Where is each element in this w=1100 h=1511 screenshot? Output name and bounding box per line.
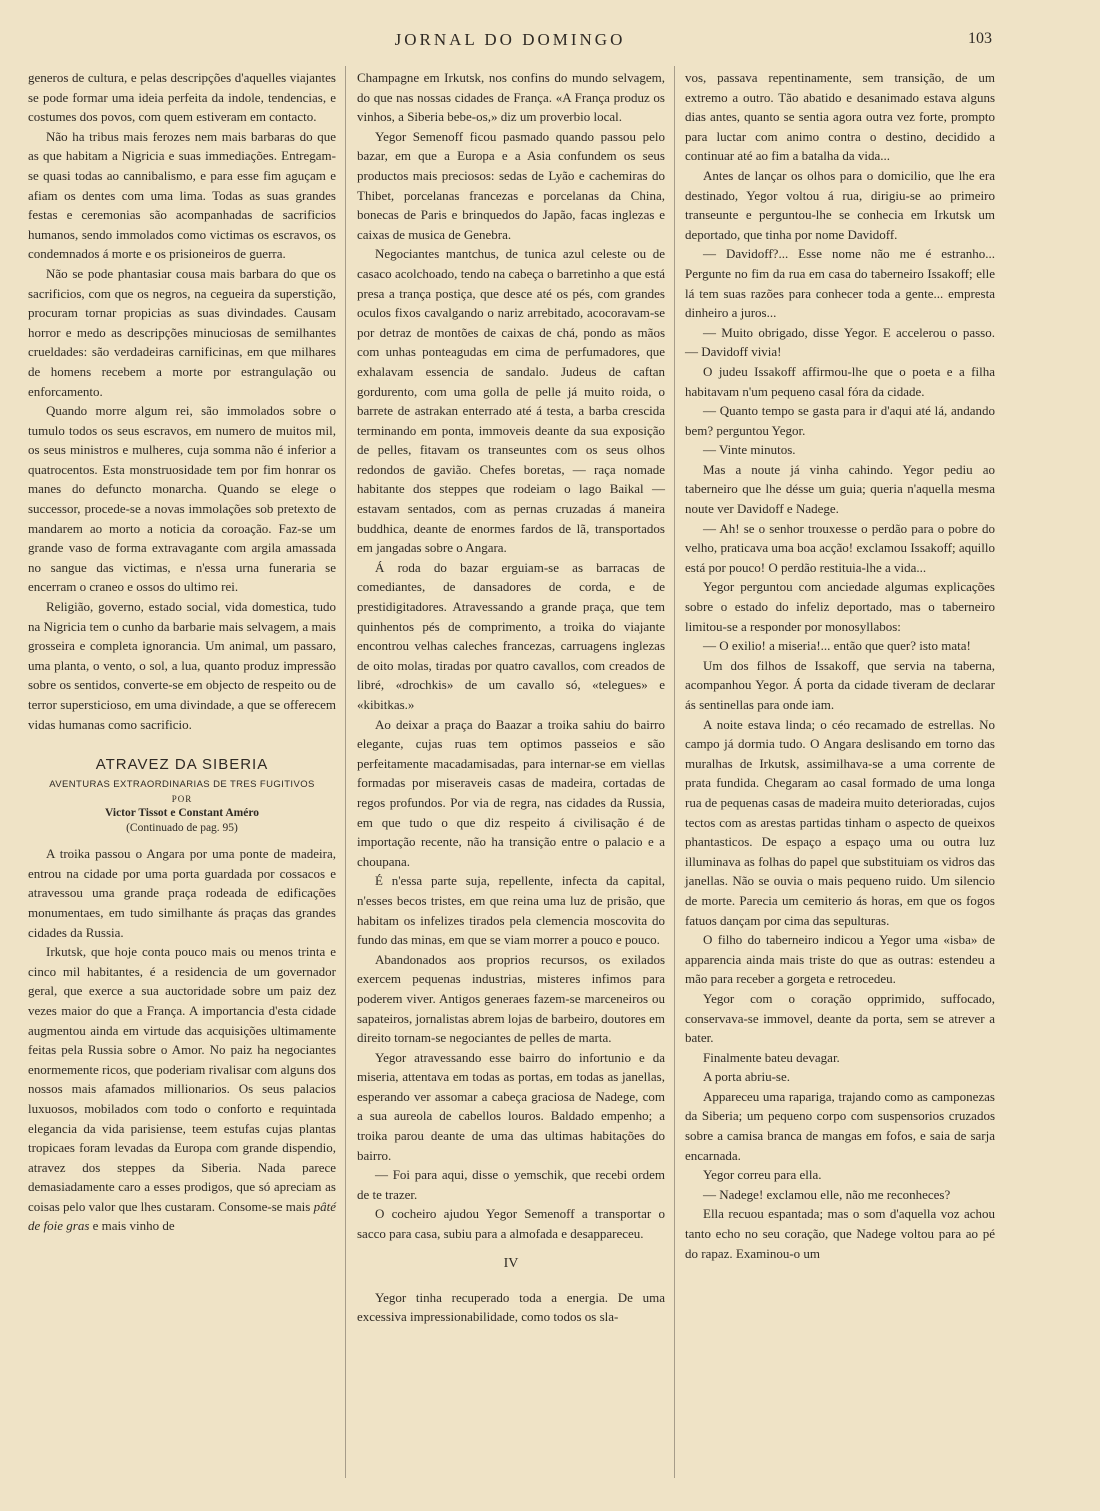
paragraph: — Davidoff?... Esse nome não me é estranho... Pergunte no fim da rua em casa do taberneiro Issakoff; elle lá tem suas razões para conhecer toda a gente... empresta dinheiro a juros... xyxy=(685,246,995,321)
paragraph: Ella recuou espantada; mas o som d'aquella voz achou tanto echo no seu coração, que Nadege voltou para ao pé do rapaz. Examinou-o um xyxy=(685,1206,995,1261)
italic-phrase: pâté de foie gras xyxy=(28,1198,337,1234)
paragraph: Abandonados aos proprios recursos, os exilados exercem pequenas industrias, misteres infimos para poderem viver. Antigos generaes fazem-se marceneiros ou sapateiros, jornalistas abrem lojas de barbeiro, doutores em direito tornam-se negociantes de pelles de marta. xyxy=(357,951,665,1046)
paragraph-text: Irkutsk, que hoje conta pouco mais ou menos trinta e cinco mil habitantes, é a residencia de um governador geral, que exerce a sua auctoridade sobre um paiz dez vezes maior do que a França. A importancia d'esta cidade augmentou ainda em virtude das acquisições ultimamente feitas pela Russia sobre o Amor. No paiz ha negociantes enormemente ricos, que poderiam rivalisar com alguns dos nossos mais afamados millionarios. Os seus palacios luxuosos, mobilados com todo o conforto e requintada elegancia da vida parisiense, teem estufas cujas plantas tropicaes foram levadas da Europa com grande dispendio, atravez dos steppes da Siberia. Nada parece demasiadamente caro a esses prodigos, que só apreciam as coisas pelo valor que lhes custaram. Consome-se mais xyxy=(28,944,336,1214)
column-rule-right xyxy=(674,66,675,1478)
paragraph: Finalmente bateu devagar. xyxy=(703,1049,840,1065)
paragraph: — Quanto tempo se gasta para ir d'aqui até lá, andando bem? perguntou Yegor. xyxy=(685,403,995,438)
paragraph: Yegor correu para ella. xyxy=(703,1167,822,1183)
paragraph: A troika passou o Angara por uma ponte de madeira, entrou na cidade por uma porta guardada por cossacos e atravessou uma grande praça rodeada de edificações monumentaes, em tudo similhante ás praças das grandes cidades da Russia. xyxy=(28,846,336,940)
column-3 xyxy=(685,68,995,1263)
paragraph: Appareceu uma rapariga, trajando como as camponezas da Siberia; um pequeno corpo com suspensorios cruzados sobre a camisa branca de mangas em fofos, e saia de sarja encarnada. xyxy=(685,1088,995,1163)
column-1 xyxy=(28,68,336,1236)
paragraph: Religião, governo, estado social, vida domestica, tudo na Nigricia tem o cunho da barbarie mais selvagem, a mais grosseira e completa ignorancia. Um animal, um passaro, uma planta, o vento, o sol, a lua, quanto produz impressão sobre os sentidos, converte-se em objecto de respeito ou de terror supersticioso, em uma divindade, a que se offerecem vidas humanas como sacrificio. xyxy=(28,599,336,732)
article-byline-por: POR xyxy=(171,794,193,805)
paragraph: É n'essa parte suja, repellente, infecta da capital, n'esses becos tristes, em que reina uma luz de prisão, que habitam os infelizes tirados pela clemencia moscovita do fundo das minas, em que se viam morrer a pouco e pouco. xyxy=(357,873,665,948)
paragraph: Ao deixar a praça do Baazar a troika sahiu do bairro elegante, cujas ruas tem optimos passeios e são perfeitamente macadamisadas, para internar-se em viellas formadas por miseraveis casas de madeira, cortadas de regos profundos. Por via de regra, nas cidades da Russia, em que tudo o que diz respeito á civilisação é de importação recente, não ha transição entre o palacio e a choupana. xyxy=(357,716,665,869)
column-2 xyxy=(357,68,665,1327)
paragraph: O filho do taberneiro indicou a Yegor uma «isba» de apparencia ainda mais triste do que as outras: estendeu a mão para receber a gorgeta e retrocedeu. xyxy=(685,932,995,987)
paragraph: — Ah! se o senhor trouxesse o perdão para o pobre do velho, praticava uma boa acção! exclamou Issakoff; aquillo está por pouco! O perdão restituia-lhe a vida... xyxy=(685,520,995,575)
paragraph: Não se pode phantasiar cousa mais barbara do que os sacrificios, com que os negros, na cegueira da superstição, procuram tornar propicias as suas divindades. Causam horror e medo as descripções minuciosas de semilhantes crueldades: são verdadeiras carnificinas, em que milhares de homens recebem a morte por estrangulação ou enforcamento. xyxy=(28,265,336,399)
paragraph: Quando morre algum rei, são immolados sobre o tumulo todos os seus escravos, em numero de muitos mil, os seus ministros e mulheres, cuja somma não é inferior a quatrocentos. Esta monstruosidade tem por fim honrar os manes do defuncto monarcha. Quando se elege o successor, procede-se a novas immolações sob pretexto de mandarem ao morto a noticia da coroação. Faz-se um grande vaso de forma extravagante com argila amassada no sangue das victimas, e n'essa urna funeraria se encerram o craneo e ossos do ultimo rei. xyxy=(28,403,336,595)
paragraph: A noite estava linda; o céo recamado de estrellas. No campo já dormia tudo. O Angara deslisando em torno das muralhas de Irkutsk, assimilhava-se a uma corrente de prata fundida. Chegaram ao casal formado de uma longa rua de pequenas casas de madeira muito deterioradas, cujos tectos com as arestas partidas tinham o aspecto de queixos phantasticos. De espaço a espaço uma ou outra luz illuminava as folhas do papel que substituiam os vidros das janellas. Não se ouvia o mais pequeno ruido. Um silencio de morte. Parecia um cemiterio ás horas, em que os fogos fatuos dançam por cima das sepulturas. xyxy=(685,716,995,928)
paragraph: Yegor Semenoff ficou pasmado quando passou pelo bazar, em que a Europa e a Asia confundem os seus productos mais preciosos: sedas de Lyão e cachemiras do Thibet, porcelanas francezas e porcelanas da China, bonecas de Paris e brinquedos do Japão, facas inglezas e caixas de musica de Genebra. xyxy=(357,128,665,242)
paragraph: O cocheiro ajudou Yegor Semenoff a transportar o sacco para casa, subiu para a almofada e desappareceu. xyxy=(357,1206,665,1242)
paragraph xyxy=(28,942,336,1236)
paragraph: generos de cultura, e pelas descripções d'aquelles viajantes se pode formar uma ideia perfeita da indole, tendencias, e costumes dos povos, com quem estiveram em contacto. xyxy=(28,70,336,125)
paragraph: — Nadege! exclamou elle, não me reconheces? xyxy=(703,1186,951,1202)
paragraph: Negociantes mantchus, de tunica azul celeste ou de casaco acolchoado, tendo na cabeça o barretinho a que está presa a trança postiça, que desce até os pés, com grandes oculos fixos cavalgando o nariz arrebitado, acocoravam-se por detraz de montões de caixas de chá, pondo as mãos com unhas ponteagudas em cima de perfumadores, que exhalavam essencia de sandalo. Judeus de caftan gordurento, com uma golla de pelle já muito roida, o barrete de astrakan enterrado até á testa, a barba crescida terminando em ponta, immoveis deante da sua exposição de pelles, fitavam os transeuntes com os seus olhos redondos de gavião. Chefes boretas, — raça nomade habitante dos steppes que rodeiam o lago Baikal — estavam sentados, com as pernas cruzadas á maneira buddhica, deante de enormes fardos de lã, transportados em jangadas sobre o Angara. xyxy=(357,246,665,556)
article-authors: Victor Tissot e Constant Améro xyxy=(105,807,259,820)
journal-title: JORNAL DO DOMINGO xyxy=(394,30,626,49)
paragraph: Yegor com o coração opprimido, suffocado, conservava-se immovel, deante da porta, sem se atrever a bater. xyxy=(685,990,995,1046)
paragraph: Yegor atravessando esse bairro do infortunio e da miseria, attentava em todas as portas, em todas as janellas, esperando ver assomar a cabeça graciosa de Nadege, com a sua aureola de cabellos louros. Baldado empenho; a troika parou deante de uma das ultimas habitações do bairro. xyxy=(357,1049,665,1163)
paragraph: Yegor perguntou com anciedade algumas explicações sobre o estado do infeliz deportado, mas o taberneiro limitou-se a responder por monosyllabos: xyxy=(685,579,995,634)
article-title: ATRAVEZ DA SIBERIA xyxy=(95,756,269,774)
paragraph: — Muito obrigado, disse Yegor. E accelerou o passo. — Davidoff vivia! xyxy=(685,324,995,360)
paragraph: vos, passava repentinamente, sem transição, de um extremo a outro. Tão abatido e desanimado estava alguns dias antes, quanto se sentia agora outra vez forte, prompto para luctar com animo contra o destino, decidido a continuar até ao fim a batalha da vida... xyxy=(685,70,995,164)
section-number: IV xyxy=(503,1255,519,1271)
paragraph: Mas a noute já vinha cahindo. Yegor pediu ao taberneiro que lhe désse um guia; queria n'aquella mesma noute ver Davidoff e Nadege. xyxy=(685,461,995,517)
paragraph: — Foi para aqui, disse o yemschik, que recebi ordem de te trazer. xyxy=(357,1167,665,1202)
column-rule-left xyxy=(345,66,346,1478)
article-continued-note: (Continuado de pag. 95) xyxy=(126,822,238,835)
paragraph-tail: e mais vinho de xyxy=(89,1218,175,1234)
paragraph: Um dos filhos de Issakoff, que servia na taberna, acompanhou Yegor. Á porta da cidade tiveram de declarar ás sentinellas para onde iam. xyxy=(685,657,995,712)
paragraph: Yegor tinha recuperado toda a energia. De uma excessiva impressionabilidade, como todos os sla- xyxy=(357,1289,665,1325)
paragraph: Antes de lançar os olhos para o domicilio, que lhe era destinado, Yegor voltou á rua, dirigiu-se ao primeiro transeunte e perguntou-lhe se conhecia em Irkutsk um deportado, que tinha por nome Davidoff. xyxy=(685,167,995,242)
paragraph: O judeu Issakoff affirmou-lhe que o poeta e a filha habitavam n'um pequeno casal fóra da cidade. xyxy=(685,363,995,399)
running-head xyxy=(0,30,1100,54)
paragraph: — O exilio! a miseria!... então que quer? isto mata! xyxy=(703,638,971,654)
paragraph: Não ha tribus mais ferozes nem mais barbaras do que as que habitam a Nigricia e suas immediações. Entregam-se quasi todas ao cannibalismo, e para esse fim aguçam e afiam os dentes com uma lima. Todas as suas grandes festas e ceremonias são acompanhadas de sacrificios humanos, sendo immolados como victimas os escravos, os condemnados á morte e os prisioneiros de guerra. xyxy=(28,128,336,262)
page-number: 103 xyxy=(968,30,992,47)
article-heading xyxy=(28,756,336,834)
paragraph: — Vinte minutos. xyxy=(703,442,796,458)
paragraph: Champagne em Irkutsk, nos confins do mundo selvagem, do que nas nossas cidades de França. «A França produz os vinhos, a Siberia bebe-os,» diz um proverbio local. xyxy=(357,70,665,125)
paragraph: Á roda do bazar erguiam-se as barracas de comediantes, de dansadores de corda, e de prestidigitadores. Atravessando a grande praça, que tem quinhentos pés de comprimento, a troika do viajante encontrou velhas caleches francezas, carruagens inglezas de oito molas, tiradas por quatro cavallos, com creados de libré, «drochkis» de um cavallo só, «telegues» e «kibitkas.» xyxy=(357,559,665,712)
paragraph: A porta abriu-se. xyxy=(703,1069,791,1085)
article-subtitle: AVENTURAS EXTRAORDINARIAS DE TRES FUGITIVOS xyxy=(49,779,315,791)
